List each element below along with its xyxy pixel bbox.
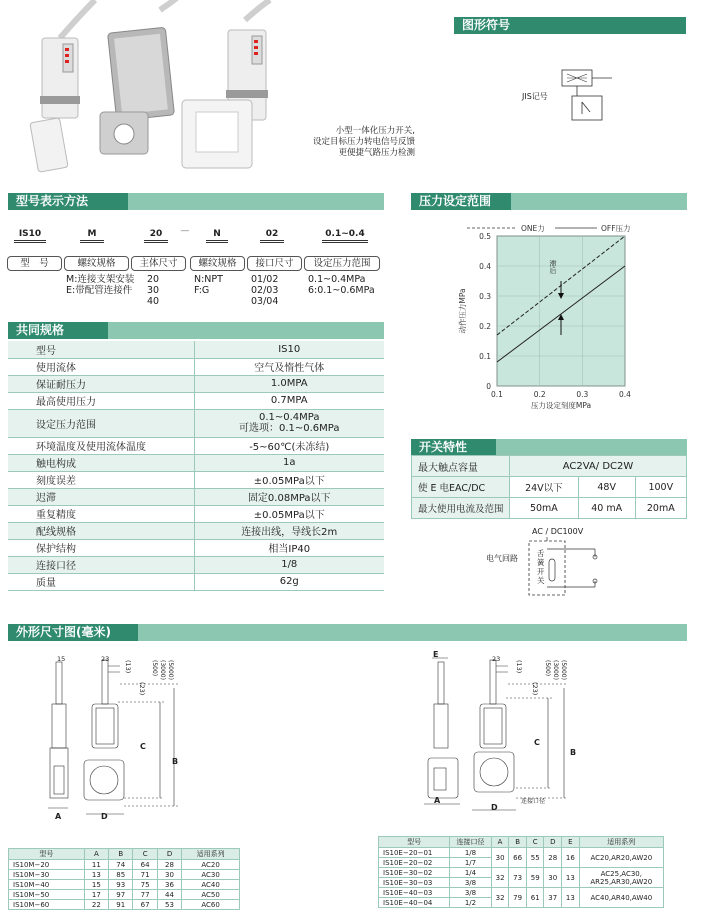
table-cell: 59 xyxy=(526,868,544,888)
spec-value: 空气及惰性气体 xyxy=(194,358,384,375)
chart-x-tick-label: 0.4 xyxy=(619,390,631,399)
table-header: D xyxy=(544,837,562,848)
table-cell: IS10M−20 xyxy=(9,860,85,870)
table-row xyxy=(379,848,664,858)
chart-annotation: 滞后 xyxy=(549,260,557,274)
box-model: 型 号 xyxy=(7,256,62,271)
spec-row xyxy=(8,358,384,375)
table-row xyxy=(379,888,664,898)
switch-spec-title-text: 开关特性 xyxy=(419,440,468,454)
table-cell: 3/8 xyxy=(450,878,492,888)
table-row xyxy=(9,890,240,900)
code-range: 0.1~0.4 xyxy=(322,229,368,243)
chart-x-tick-label: 0.2 xyxy=(533,390,546,399)
table-cell: AC20 xyxy=(182,860,240,870)
spec-value: ±0.05MPa以下 xyxy=(194,505,384,522)
table-header: 适用系列 xyxy=(579,837,663,848)
spec-value: 相当IP40 xyxy=(194,539,384,556)
dimension-drawing-m xyxy=(40,648,200,828)
box-thread: 螺纹规格 xyxy=(64,256,129,271)
spec-value: 62g xyxy=(194,573,384,590)
dim-m-cable: (5000) (3000) (500) xyxy=(151,660,174,680)
chart-y-tick-label: 0.5 xyxy=(479,232,491,241)
intro-text xyxy=(280,126,415,159)
table-cell: 30 xyxy=(491,848,509,868)
table-cell: 37 xyxy=(544,888,562,908)
dim-m-w23: 23 xyxy=(101,655,110,663)
spec-key: 配线规格 xyxy=(8,522,194,539)
spec-row xyxy=(8,573,384,590)
table-cell: IS10M−50 xyxy=(9,890,85,900)
code-thread2: N xyxy=(206,229,228,243)
spec-key: 质量 xyxy=(8,573,194,590)
product-photo-2 xyxy=(100,0,180,154)
chart-x-tick-label: 0.3 xyxy=(576,390,589,399)
circuit-voltage: AC / DC100V xyxy=(532,527,584,536)
table-cell: AC60 xyxy=(182,900,240,910)
table-cell: AC20,AR20,AW20 xyxy=(579,848,663,868)
chart-x-axis-label: 压力设定刻度MPa xyxy=(530,401,592,410)
table-cell: 73 xyxy=(509,868,527,888)
pressure-chart-section-title xyxy=(411,193,511,210)
switch-spec-section-title xyxy=(411,439,496,456)
options-size: 20 30 40 xyxy=(147,274,160,307)
table-cell: AC50 xyxy=(182,890,240,900)
chart-plot-area xyxy=(497,236,625,386)
options-thread2: N:NPT F:G xyxy=(194,274,223,296)
dimension-drawing-e xyxy=(420,648,600,823)
dimension-table-m xyxy=(8,848,240,910)
box-size: 主体尺寸 xyxy=(131,256,186,271)
table-cell: 97 xyxy=(109,890,133,900)
spec-key: 重复精度 xyxy=(8,505,194,522)
dim-e-d13: (13) xyxy=(515,660,523,674)
spec-value: 1/8 xyxy=(194,556,384,573)
jis-label: JIS记号 xyxy=(522,92,548,101)
table-cell: 66 xyxy=(509,848,527,868)
table-cell: 30 xyxy=(544,868,562,888)
table-cell: AC25,AC30, AR25,AR30,AW20 xyxy=(579,868,663,888)
dim-e-cable: (5000) (3000) (500) xyxy=(544,660,567,680)
code-size: 20 xyxy=(144,229,168,243)
table-cell: 1/7 xyxy=(450,858,492,868)
dim-e-c: C xyxy=(534,738,540,747)
symbol-section-title xyxy=(454,17,686,34)
table-cell: 93 xyxy=(109,880,133,890)
table-cell: 74 xyxy=(109,860,133,870)
spec-key: 连接口径 xyxy=(8,556,194,573)
table-cell: IS10M−40 xyxy=(9,880,85,890)
table-cell: IS10E−30−02 xyxy=(379,868,450,878)
symbol-title-text: 图形符号 xyxy=(462,18,511,32)
spec-key: 迟滞 xyxy=(8,488,194,505)
code-dash: — xyxy=(180,226,190,236)
spec-row xyxy=(8,471,384,488)
table-header: 型号 xyxy=(379,837,450,848)
dim-m-w15: 15 xyxy=(57,655,66,663)
table-cell: AC40,AR40,AW40 xyxy=(579,888,663,908)
dimensions-title-text: 外形尺寸图(毫米) xyxy=(16,625,111,639)
table-cell: 77 xyxy=(133,890,157,900)
table-cell: 36 xyxy=(157,880,181,890)
common-spec-section-title xyxy=(8,322,108,339)
table-cell: 1/4 xyxy=(450,868,492,878)
spec-row xyxy=(8,522,384,539)
spec-value: 1.0MPA xyxy=(194,375,384,392)
switch-row-voltage: 使 E 电EAC/DC 24V以下 48V 100V xyxy=(412,477,687,498)
dim-m-a: A xyxy=(55,812,62,821)
spec-key: 保护结构 xyxy=(8,539,194,556)
options-range: 0.1~0.4MPa 6:0.1~0.6MPa xyxy=(308,274,375,296)
dim-e-a: A xyxy=(434,796,441,805)
chart-x-tick-label: 0.1 xyxy=(491,390,503,399)
dim-e-b: B xyxy=(570,748,577,757)
table-cell: 13 xyxy=(562,888,580,908)
table-cell: IS10M−60 xyxy=(9,900,85,910)
table-header: 适用系列 xyxy=(182,849,240,860)
model-code-section-title xyxy=(8,193,128,210)
table-header: 连接口径 xyxy=(450,837,492,848)
table-cell: 17 xyxy=(84,890,108,900)
switch-spec-table xyxy=(411,455,687,519)
common-spec-table xyxy=(8,341,384,591)
table-cell: 16 xyxy=(562,848,580,868)
box-thread2: 螺纹规格 xyxy=(190,256,245,271)
table-cell: IS10M−30 xyxy=(9,870,85,880)
switch-row-capacity: 最大触点容量 AC2VA/ DC2W xyxy=(412,456,687,477)
table-cell: IS10E−30−03 xyxy=(379,878,450,888)
circuit-label: 电气回路 xyxy=(486,554,518,563)
table-header: B xyxy=(509,837,527,848)
spec-row xyxy=(8,375,384,392)
pressure-chart-title-text: 压力设定范围 xyxy=(419,194,492,208)
common-spec-title-text: 共同规格 xyxy=(16,323,65,337)
chart-y-tick-label: 0.1 xyxy=(479,352,491,361)
table-cell: IS10E−40−03 xyxy=(379,888,450,898)
model-code-title-text: 型号表示方法 xyxy=(16,194,89,208)
table-cell: 85 xyxy=(109,870,133,880)
dim-e-d: D xyxy=(491,803,498,812)
table-cell: 1/2 xyxy=(450,898,492,908)
table-header: C xyxy=(526,837,544,848)
spec-row xyxy=(8,437,384,454)
spec-key: 设定压力范围 xyxy=(8,409,194,437)
spec-row xyxy=(8,454,384,471)
product-photos xyxy=(0,0,300,175)
intro-line: 设定目标压力转电信号反馈 xyxy=(312,137,415,147)
chart-y-tick-label: 0.2 xyxy=(479,322,491,331)
spec-row xyxy=(8,556,384,573)
table-cell: 13 xyxy=(562,868,580,888)
table-cell: 61 xyxy=(526,888,544,908)
table-cell: 64 xyxy=(133,860,157,870)
spec-value: 1a xyxy=(194,454,384,471)
table-row xyxy=(379,868,664,878)
table-row xyxy=(9,900,240,910)
product-photo-1 xyxy=(30,0,95,172)
code-model: IS10 xyxy=(14,229,46,243)
spec-row xyxy=(8,505,384,522)
table-row xyxy=(9,870,240,880)
table-cell: 1/8 xyxy=(450,848,492,858)
chart-y-axis-label: 动作压力MPa xyxy=(458,288,467,334)
table-cell: 53 xyxy=(157,900,181,910)
chart-y-tick-label: 0.3 xyxy=(479,292,491,301)
spec-key: 型号 xyxy=(8,341,194,358)
table-header: 型号 xyxy=(9,849,85,860)
table-cell: IS10E−40−04 xyxy=(379,898,450,908)
table-cell: 3/8 xyxy=(450,888,492,898)
table-cell: 32 xyxy=(491,868,509,888)
dim-m-c: C xyxy=(140,742,146,751)
spec-row xyxy=(8,488,384,505)
dim-e-w23: 23 xyxy=(492,655,501,663)
table-cell: 11 xyxy=(84,860,108,870)
spec-key: 最高使用压力 xyxy=(8,392,194,409)
spec-key: 触电构成 xyxy=(8,454,194,471)
table-cell: 32 xyxy=(491,888,509,908)
dim-m-d13: (13) xyxy=(124,660,132,674)
dim-e-port: 连接口径 xyxy=(521,798,546,805)
dimensions-section-title xyxy=(8,624,138,641)
intro-line: 更便捷气路压力检测 xyxy=(338,148,415,158)
table-header: C xyxy=(133,849,157,860)
options-port: 01/02 02/03 03/04 xyxy=(251,274,279,307)
spec-value: 连接出线，导线长2m xyxy=(194,522,384,539)
chart-y-tick-label: 0 xyxy=(486,382,491,391)
dim-m-b: B xyxy=(172,757,179,766)
spec-value: ±0.05MPa以下 xyxy=(194,471,384,488)
spec-key: 刻度误差 xyxy=(8,471,194,488)
table-cell: 91 xyxy=(109,900,133,910)
reed-switch-label: 舌簧开关 xyxy=(537,549,545,585)
spec-value: 0.1~0.4MPa 可选项：0.1~0.6MPa xyxy=(194,409,384,437)
table-header: D xyxy=(157,849,181,860)
code-port: 02 xyxy=(260,229,284,243)
code-thread: M xyxy=(80,229,104,243)
table-cell: IS10E−20−01 xyxy=(379,848,450,858)
table-row xyxy=(9,880,240,890)
spec-row xyxy=(8,341,384,358)
table-cell: 30 xyxy=(157,870,181,880)
spec-row xyxy=(8,409,384,437)
chart-y-tick-label: 0.4 xyxy=(479,262,491,271)
dim-m-d23: (23) xyxy=(138,682,146,696)
spec-key: 保证耐压力 xyxy=(8,375,194,392)
dimension-table-e xyxy=(378,836,664,908)
box-port: 接口尺寸 xyxy=(247,256,302,271)
table-cell: 15 xyxy=(84,880,108,890)
table-cell: 44 xyxy=(157,890,181,900)
spec-value: 0.7MPA xyxy=(194,392,384,409)
table-cell: 75 xyxy=(133,880,157,890)
table-cell: 55 xyxy=(526,848,544,868)
options-thread: M:连接支架安装 E:带配管连接件 xyxy=(66,274,135,296)
table-cell: 28 xyxy=(544,848,562,868)
spec-value: IS10 xyxy=(194,341,384,358)
spec-value: -5~60℃(未冻结) xyxy=(194,437,384,454)
table-row xyxy=(9,860,240,870)
pressure-chart xyxy=(455,216,655,416)
chart-legend-label: ONE力 xyxy=(521,224,545,233)
intro-line: 小型一体化压力开关, xyxy=(335,126,415,136)
table-cell: AC30 xyxy=(182,870,240,880)
switch-row-current: 最大使用电流及范围 50mA 40 mA 20mA xyxy=(412,498,687,519)
table-header: E xyxy=(562,837,580,848)
spec-value: 固定0.08MPa以下 xyxy=(194,488,384,505)
table-cell: 71 xyxy=(133,870,157,880)
table-header: A xyxy=(84,849,108,860)
spec-row xyxy=(8,392,384,409)
box-range: 设定压力范围 xyxy=(304,256,380,271)
table-cell: IS10E−20−02 xyxy=(379,858,450,868)
table-cell: 79 xyxy=(509,888,527,908)
table-cell: 28 xyxy=(157,860,181,870)
dim-e-e: E xyxy=(433,650,439,659)
dim-m-d: D xyxy=(101,812,108,821)
product-photo-3 xyxy=(182,0,270,168)
spec-key: 使用流体 xyxy=(8,358,194,375)
chart-legend-label: OFF压力 xyxy=(601,224,631,233)
table-cell: 67 xyxy=(133,900,157,910)
spec-row xyxy=(8,539,384,556)
dim-e-d23: (23) xyxy=(531,682,539,696)
table-header: A xyxy=(491,837,509,848)
table-cell: AC40 xyxy=(182,880,240,890)
table-cell: 13 xyxy=(84,870,108,880)
table-header: B xyxy=(109,849,133,860)
spec-key: 环境温度及使用流体温度 xyxy=(8,437,194,454)
table-cell: 22 xyxy=(84,900,108,910)
